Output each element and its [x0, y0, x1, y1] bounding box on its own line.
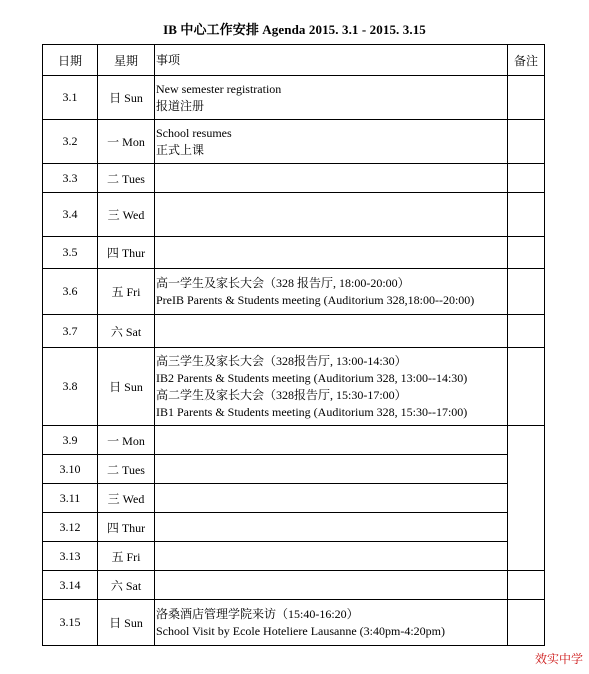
date-cell: 3.8	[43, 348, 98, 426]
event-cell	[155, 193, 508, 237]
event-line: New semester registration	[156, 81, 282, 96]
event-line: 高二学生及家长大会（328报告厅, 15:30-17:00）	[156, 387, 407, 402]
weekday-cell: 日 Sun	[98, 348, 155, 426]
event-line: 正式上课	[156, 142, 205, 157]
event-line: IB2 Parents & Students meeting (Auditorium 328, 13:00--14:30)	[156, 370, 468, 385]
date-cell: 3.12	[43, 513, 98, 542]
table-row	[43, 542, 545, 571]
event-line: 高三学生及家长大会（328报告厅, 13:00-14:30）	[156, 353, 407, 368]
weekday-cell: 一 Mon	[98, 426, 155, 455]
event-line: 报道注册	[156, 98, 205, 113]
event-line: School Visit by Ecole Hoteliere Lausanne (3:40pm-4:20pm)	[156, 623, 445, 638]
table-row	[43, 513, 545, 542]
event-line: 洛桑酒店管理学院来访（15:40-16:20）	[156, 606, 359, 621]
weekday-cell: 四 Thur	[98, 513, 155, 542]
weekday-cell: 五 Fri	[98, 269, 155, 315]
table-row	[43, 484, 545, 513]
date-cell: 3.15	[43, 600, 98, 646]
weekday-cell: 三 Wed	[98, 193, 155, 237]
date-cell: 3.7	[43, 315, 98, 348]
event-line: School resumes	[156, 125, 232, 140]
weekday-cell: 四 Thur	[98, 237, 155, 269]
weekday-cell: 六 Sat	[98, 315, 155, 348]
event-cell	[155, 120, 508, 164]
weekday-cell: 日 Sun	[98, 76, 155, 120]
notes-cell	[508, 193, 545, 237]
event-cell	[155, 455, 508, 484]
header-weekday: 星期	[98, 45, 155, 76]
weekday-cell: 三 Wed	[98, 484, 155, 513]
page-title: IB 中心工作安排 Agenda 2015. 3.1 - 2015. 3.15	[163, 22, 426, 37]
event-line: PreIB Parents & Students meeting (Auditorium 328,18:00--20:00)	[156, 292, 475, 307]
date-cell: 3.11	[43, 484, 98, 513]
table-row	[43, 426, 545, 455]
notes-cell	[508, 269, 545, 315]
notes-cell	[508, 120, 545, 164]
date-cell: 3.3	[43, 164, 98, 193]
table-row	[43, 348, 545, 426]
date-cell: 3.4	[43, 193, 98, 237]
agenda-body	[43, 76, 545, 646]
agenda-table	[42, 44, 545, 646]
table-row	[43, 455, 545, 484]
event-cell	[155, 315, 508, 348]
weekday-cell: 五 Fri	[98, 542, 155, 571]
notes-cell	[508, 426, 545, 571]
table-row	[43, 315, 545, 348]
notes-cell	[508, 315, 545, 348]
event-cell	[155, 542, 508, 571]
notes-cell	[508, 164, 545, 193]
header-row	[43, 45, 545, 76]
table-row	[43, 237, 545, 269]
event-cell	[155, 571, 508, 600]
weekday-cell: 一 Mon	[98, 120, 155, 164]
event-cell	[155, 348, 508, 426]
header-notes: 备注	[508, 45, 545, 76]
date-cell: 3.1	[43, 76, 98, 120]
school-watermark: 效实中学	[535, 652, 584, 666]
notes-cell	[508, 571, 545, 600]
table-row	[43, 164, 545, 193]
table-row	[43, 120, 545, 164]
date-cell: 3.13	[43, 542, 98, 571]
event-cell	[155, 484, 508, 513]
event-line: 高一学生及家长大会（328 报告厅, 18:00-20:00）	[156, 275, 410, 290]
weekday-cell: 二 Tues	[98, 164, 155, 193]
event-cell	[155, 237, 508, 269]
weekday-cell: 六 Sat	[98, 571, 155, 600]
notes-cell	[508, 237, 545, 269]
notes-cell	[508, 76, 545, 120]
header-event: 事项	[155, 45, 508, 76]
header-date: 日期	[43, 45, 98, 76]
event-cell	[155, 164, 508, 193]
date-cell: 3.10	[43, 455, 98, 484]
table-row	[43, 193, 545, 237]
event-cell	[155, 513, 508, 542]
table-row	[43, 269, 545, 315]
date-cell: 3.9	[43, 426, 98, 455]
table-row	[43, 76, 545, 120]
event-cell	[155, 426, 508, 455]
date-cell: 3.6	[43, 269, 98, 315]
weekday-cell: 日 Sun	[98, 600, 155, 646]
notes-cell	[508, 600, 545, 646]
date-cell: 3.5	[43, 237, 98, 269]
date-cell: 3.14	[43, 571, 98, 600]
event-line: IB1 Parents & Students meeting (Auditorium 328, 15:30--17:00)	[156, 404, 468, 419]
event-cell	[155, 269, 508, 315]
date-cell: 3.2	[43, 120, 98, 164]
event-cell	[155, 76, 508, 120]
table-row	[43, 571, 545, 600]
notes-cell	[508, 348, 545, 426]
event-cell	[155, 600, 508, 646]
weekday-cell: 二 Tues	[98, 455, 155, 484]
table-row	[43, 600, 545, 646]
